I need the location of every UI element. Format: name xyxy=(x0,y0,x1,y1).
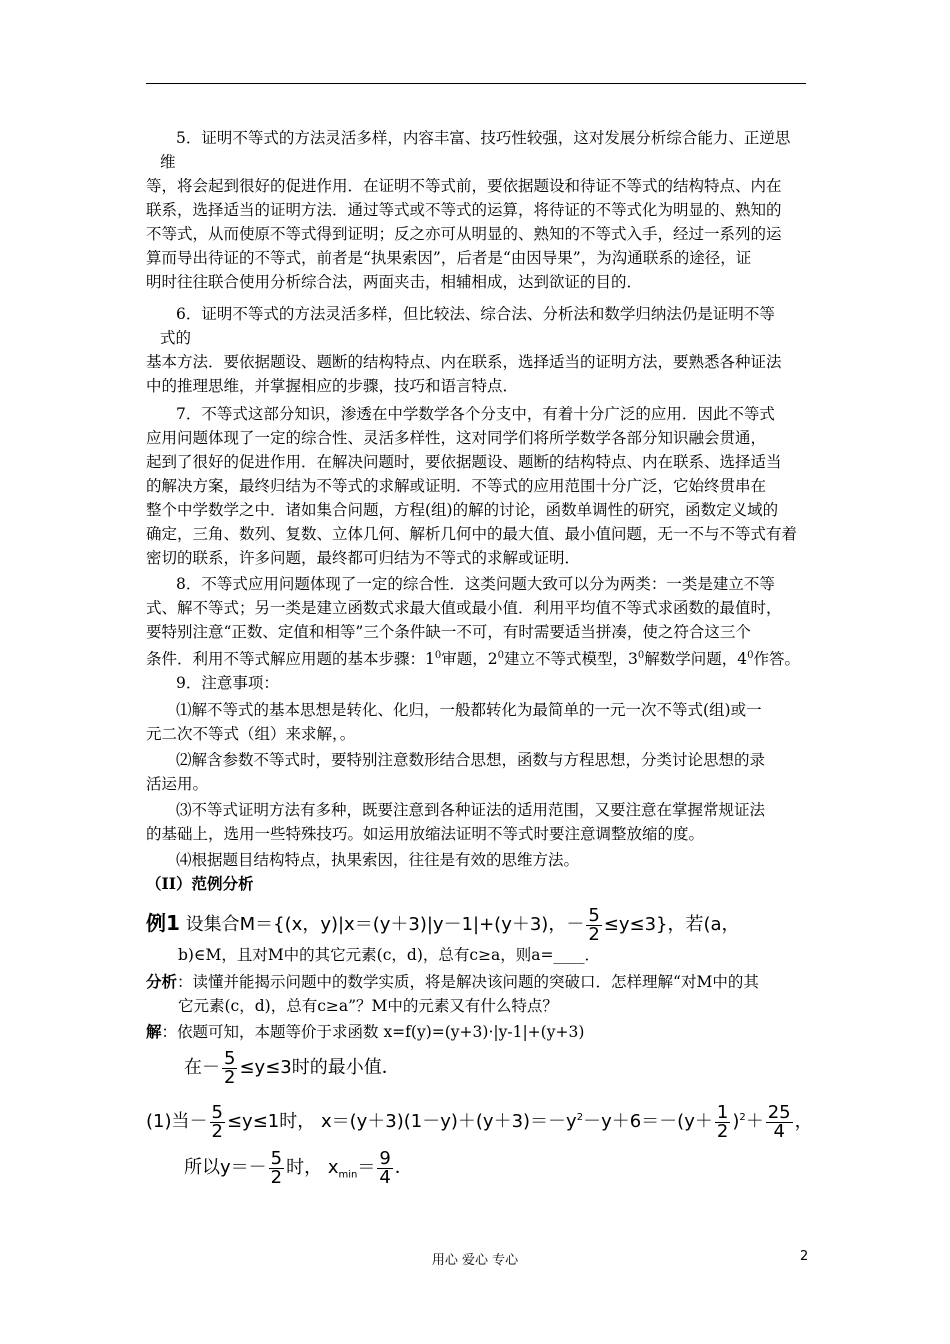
p5-line5: 不等式，从而使原不等式得到证明；反之亦可从明显的、熟知的不等式入手，经过一系列的运 xyxy=(146,225,782,243)
p9-item3-line1: ⑶不等式证明方法有多种，既要注意到各种证法的适用范围，又要注意在掌握常规证法 xyxy=(176,801,766,819)
p5-line3: 等，将会起到很好的促进作用．在证明不等式前，要依据题设和待证不等式的结构特点、内在 xyxy=(146,177,782,195)
ex1-analysis-line1: 分析：读懂并能揭示问题中的数学实质，将是解决该问题的突破口．怎样理解“对M中的其 xyxy=(146,972,759,991)
p8-line3: 要特别注意“正数、定值和相等”三个条件缺一不可，有时需要适当拼凑，使之符合这三个 xyxy=(146,623,751,641)
header-rule xyxy=(146,83,806,84)
p9-item3-line2: 的基础上，选用一些特殊技巧。如运用放缩法证明不等式时要注意调整放缩的度。 xyxy=(146,825,705,843)
p9-item4: ⑷根据题目结构特点，执果索因，往往是有效的思维方法。 xyxy=(176,851,580,869)
p7-line5: 整个中学数学之中．诸如集合问题，方程(组)的解的讨论，函数单调性的研究，函数定义域的 xyxy=(146,501,779,519)
ex1-line2: b)∈M，且对M中的其它元素(c，d)，总有c≥a，则a=____． xyxy=(178,946,601,964)
p7-line3: 起到了很好的促进作用．在解决问题时，要依据题设、题断的结构特点、内在联系、选择适当 xyxy=(146,453,782,471)
ex1-case1-line2: 所以y＝－ $\frac{5}{2}$ 时， $x_{min}=$ $\frac{9}{4}$ ． xyxy=(184,1147,413,1188)
p5-line4: 联系，选择适当的证明方法．通过等式或不等式的运算，将待证的不等式化为明显的、熟知的 xyxy=(146,201,782,219)
ex1-label: 例1 xyxy=(146,911,180,935)
p6-line3: 基本方法．要依据题设、题断的结构特点、内在联系，选择适当的证明方法，要熟悉各种证法 xyxy=(146,353,782,371)
p8-line1: 8．不等式应用问题体现了一定的综合性．这类问题大致可以分为两类：一类是建立不等 xyxy=(176,575,775,593)
ex1-line1: 例1 设集合M＝{(x，y)|x＝(y＋3)|y－1|+(y＋3)，－ $\frac{5}{2}$ ≤y≤3}，若(a， xyxy=(146,904,740,945)
ex1-solution-line1: 解：依题可知，本题等价于求函数 x=f(y)=(y+3)·|y-1|+(y+3) xyxy=(146,1022,585,1041)
p5-line7: 明时往往联合使用分析综合法，两面夹击，相辅相成，达到欲证的目的． xyxy=(146,273,643,291)
p9-item1-line1: ⑴解不等式的基本思想是转化、化归，一般都转化为最简单的一元一次不等式(组)或一 xyxy=(176,701,762,719)
ex1-case1-line1: (1)当－ $\frac{5}{2}$ ≤y≤1时， $x=(y+3)(1-y)+(y+3)=-y^2-y+6=-(y+$ $\frac{1}{2}$ )$^2$＋ $\frac{25}{4}$ ， xyxy=(146,1101,813,1142)
p5-line6: 算而导出待证的不等式，前者是“执果索因”，后者是“由因导果”，为沟通联系的途径，证 xyxy=(146,249,752,267)
p6-line1: 6．证明不等式的方法灵活多样，但比较法、综合法、分析法和数学归纳法仍是证明不等 xyxy=(176,305,775,323)
p8-line4: 条件．利用不等式解应用题的基本步骤：$1^0$审题，$2^0$建立不等式模型，$3^0$解数学问题，$4^0$作答。 xyxy=(146,650,801,669)
p7-line6: 确定，三角、数列、复数、立体几何、解析几何中的最大值、最小值问题，无一不与不等式有着 xyxy=(146,525,798,543)
page-number: 2 xyxy=(800,1249,809,1264)
ex1-analysis-line2: 它元素(c，d)，总有c≥a”？M中的元素又有什么特点？ xyxy=(178,997,558,1015)
p9-item2-line1: ⑵解含参数不等式时，要特别注意数形结合思想，函数与方程思想，分类讨论思想的录 xyxy=(176,751,766,769)
p5-line1: 5．证明不等式的方法灵活多样，内容丰富、技巧性较强，这对发展分析综合能力、正逆思 xyxy=(176,129,791,147)
p9-title: 9．注意事项： xyxy=(176,674,279,692)
p7-line7: 密切的联系，许多问题，最终都可归结为不等式的求解或证明． xyxy=(146,549,581,567)
section-heading: （II）范例分析 xyxy=(146,874,254,893)
p6-line2: 式的 xyxy=(160,329,192,347)
p7-line2: 应用问题体现了一定的综合性、灵活多样性，这对同学们将所学数学各部分知识融会贯通， xyxy=(146,429,767,447)
p7-line4: 的解决方案，最终归结为不等式的求解或证明．不等式的应用范围十分广泛，它始终贯串在 xyxy=(146,477,767,495)
p9-item1-line2: 元二次不等式（组）来求解，。 xyxy=(146,725,356,743)
ex1-solution-line2: 在－ $\frac{5}{2}$ ≤y≤3时的最小值． xyxy=(184,1047,400,1088)
p7-line1: 7．不等式这部分知识，渗透在中学数学各个分支中，有着十分广泛的应用．因此不等式 xyxy=(176,405,775,423)
fraction-5-2: $\frac{5}{2}$ xyxy=(588,904,600,945)
p6-line4: 中的推理思维，并掌握相应的步骤，技巧和语言特点． xyxy=(146,377,519,395)
p5-line2: 维 xyxy=(160,153,176,171)
p8-line2: 式、解不等式；另一类是建立函数式求最大值或最小值．利用平均值不等式求函数的最值时， xyxy=(146,599,782,617)
footer-text: 用心 爱心 专心 xyxy=(431,1253,519,1268)
p9-item2-line2: 活运用。 xyxy=(146,775,209,793)
